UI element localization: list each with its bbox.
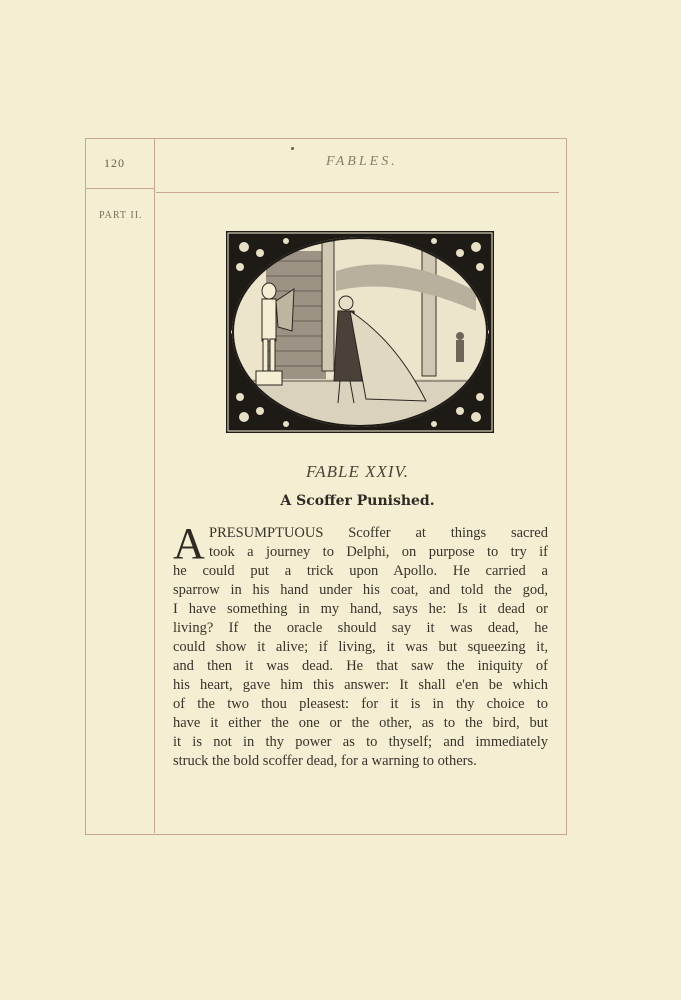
text-line: of the two thou pleasest: for it is in thy choice to [173, 696, 548, 712]
margin-rule-left [85, 188, 154, 189]
text-line: struck the bold scoffer dead, for a warning to others. [173, 753, 477, 769]
page-number: 120 [104, 156, 125, 170]
text-line: could show it alive; if living, it was but squeezing it, [173, 639, 548, 655]
distant-figure [456, 332, 464, 362]
text-line: living? If the oracle should say it was dead, he [173, 620, 548, 636]
text-line: it is not in thy power as to thyself; and immediately [173, 734, 548, 750]
margin-rule-vertical [154, 138, 155, 833]
text-line: PRESUMPTUOUS Scoffer at things sacred [209, 525, 548, 541]
fable-illustration [226, 231, 494, 433]
fable-number: FABLE XXIV. [306, 462, 409, 481]
running-head: FABLES. [326, 154, 398, 169]
ornament-dot [291, 147, 294, 150]
part-label: PART II. [99, 210, 143, 221]
text-line: have it either the one or the other, as to the bird, but [173, 715, 548, 731]
text-line: I have something in my hand, says he: Is it dead or [173, 601, 548, 617]
text-line: sparrow in his hand under his coat, and told the god, [173, 582, 548, 598]
header-rule [156, 192, 559, 193]
text-line: and then it was dead. He that saw the iniquity of [173, 658, 548, 674]
text-line: he could put a trick upon Apollo. He carried a [173, 563, 548, 579]
drop-cap: A [173, 519, 205, 568]
text-line: took a journey to Delphi, on purpose to try if [209, 544, 548, 560]
text-line: his heart, gave him this answer: It shall e'en be which [173, 677, 548, 693]
fable-title: A Scoffer Punished. [280, 493, 435, 509]
